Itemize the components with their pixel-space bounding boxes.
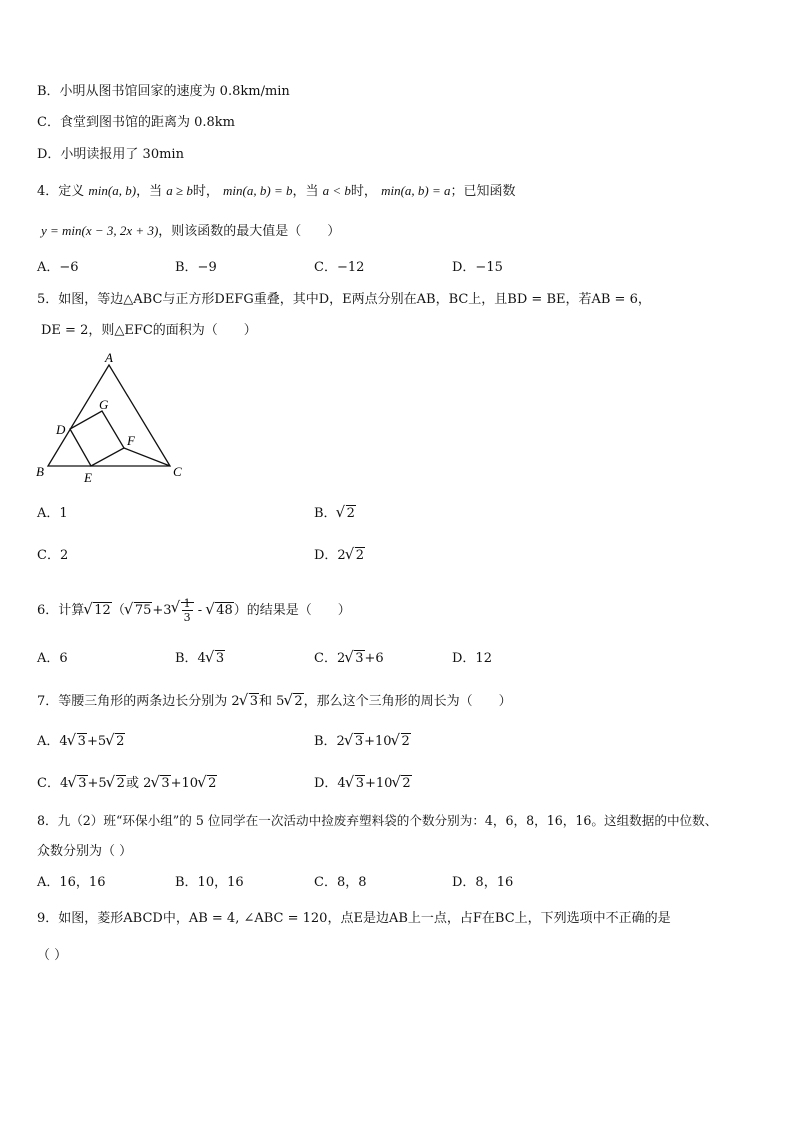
sqrt-fraction (172, 597, 194, 624)
q6-stem: 6．计算√ 12（√ 75+3 √ $\frac{1}{3}$ - √ 48）的结果是（ ） (37, 597, 351, 624)
q6-option-a: A．6 (37, 651, 68, 666)
q8-option-a: A．16，16 (37, 875, 106, 890)
q5-option-c: C．2 (37, 548, 69, 563)
q8-stem-line1: 8．九（2）班“环保小组”的 5 位同学在一次活动中捡废弃塑料袋的个数分别为：4，6，8，16，16。这组数据的中位数、 (37, 813, 718, 828)
sqrt: √ 2 (198, 775, 217, 793)
q7-option-b: B．2√ 3+10√ 2 (314, 733, 411, 751)
q4-stem-line2: y = min(x − 3, 2x + 3)，则该函数的最大值是（ ） (41, 223, 341, 239)
q7-option-d: D．4√ 3+10√ 2 (314, 775, 412, 793)
q8-option-c: C．8，8 (314, 875, 367, 890)
sqrt: √ 75 (125, 599, 153, 623)
sqrt: √ 2 (107, 775, 126, 793)
q3-option-d: D．小明读报用了 30min (37, 147, 184, 162)
sqrt: √ 2 (337, 505, 356, 523)
label-c: C (173, 464, 182, 479)
sqrt: √ 2 (392, 775, 411, 793)
q7-option-c: C．4√ 3+5√ 2或 2√ 3+10√ 2 (37, 775, 217, 793)
triangle-abc (48, 365, 170, 466)
label-f: F (127, 433, 135, 448)
sqrt: √ 3 (345, 650, 364, 668)
sqrt: √ 3 (345, 733, 364, 751)
q9-stem-line2: （ ） (37, 948, 68, 963)
q8-stem-line2: 众数分别为（ ） (37, 844, 133, 859)
q4-option-b: B．−9 (175, 260, 217, 275)
sqrt: √ 48 (206, 599, 234, 623)
sqrt: √ 12 (84, 599, 112, 623)
q9-stem-line1: 9．如图，菱形ABCD中，AB = 4, ∠ABC = 120，点E是边AB上一点，占F在BC上，下列选项中不正确的是 (37, 911, 671, 926)
sqrt: √ 3 (240, 693, 259, 711)
sqrt: √ 3 (206, 650, 225, 668)
q5-option-a: A．1 (37, 506, 68, 521)
q4-option-c: C．−12 (314, 260, 365, 275)
q7-stem: 7．等腰三角形的两条边长分别为 2√ 3和 5√ 2，那么这个三角形的周长为（ ） (37, 693, 512, 711)
q5-option-d: D．2√ 2 (314, 547, 365, 565)
label-g: G (99, 397, 109, 412)
sqrt: √ 3 (68, 733, 87, 751)
q3-option-c: C．食堂到图书馆的距离为 0.8km (37, 115, 235, 130)
sqrt: √ 3 (346, 775, 365, 793)
q6-option-c: C．2√ 3+6 (314, 650, 384, 668)
segment-fc (124, 448, 170, 466)
sqrt: √ 2 (346, 547, 365, 565)
label-d: D (56, 422, 66, 437)
q8-option-b: B．10，16 (175, 875, 244, 890)
label-e: E (84, 470, 92, 485)
q5-stem-line1: 5．如图，等边△ABC与正方形DEFG重叠，其中D，E两点分别在AB，BC上，且BD = BE，若AB = 6， (37, 292, 651, 307)
sqrt: √ 2 (284, 693, 303, 711)
q6-option-d: D．12 (452, 651, 492, 666)
sqrt: √ 2 (392, 733, 411, 751)
q8-option-d: D．8，16 (452, 875, 514, 890)
q7-option-a: A．4√ 3+5√ 2 (37, 733, 125, 751)
label-a: A (105, 350, 113, 365)
q5-option-b: B．√ 2 (314, 505, 356, 523)
q3-option-b: B．小明从图书馆回家的速度为 0.8km/min (37, 84, 290, 99)
square-defg (70, 411, 124, 466)
sqrt: √ 3 (68, 775, 87, 793)
q6-option-b: B．4√ 3 (175, 650, 225, 668)
q4-option-d: D．−15 (452, 260, 503, 275)
sqrt: √ 2 (106, 733, 125, 751)
q4-option-a: A．−6 (37, 260, 79, 275)
q5-triangle-square-figure (30, 345, 200, 485)
q5-stem-line2: DE = 2，则△EFC的面积为（ ） (41, 323, 257, 338)
label-b: B (36, 464, 44, 479)
sqrt: √ 3 (151, 775, 170, 793)
q4-stem-line1: 4．定义 min(a, b)，当 a ≥ b时， min(a, b) = b，当 a < b时， min(a, b) = a；已知函数 (37, 183, 516, 199)
fraction: √ $\frac{1}{3}$ (183, 597, 191, 624)
